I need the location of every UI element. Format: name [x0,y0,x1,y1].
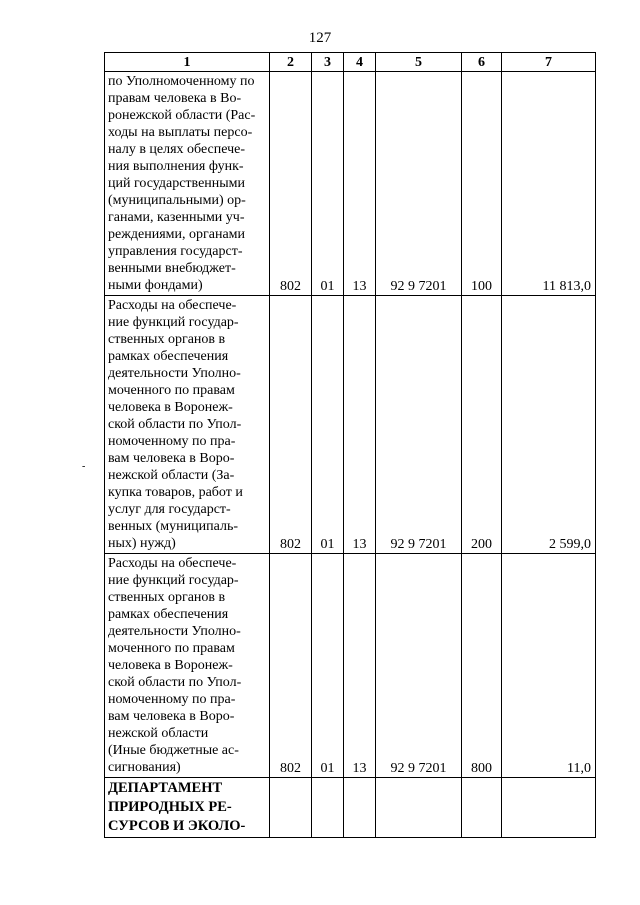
description-line: ния выполнения функ- [108,159,244,174]
column-header: 7 [502,53,596,72]
description-line: номоченному по пра- [108,434,236,449]
ministry-code-cell [270,778,312,838]
target-article-cell: 92 9 7201 [376,296,462,554]
description-line: нежской области [108,726,209,741]
amount-cell [502,778,596,838]
description-line: Расходы на обеспече- [108,556,237,571]
column-header: 2 [270,53,312,72]
subsection-code-cell: 13 [344,554,376,778]
row-description [105,778,270,838]
description-line: ской области по Упол- [108,417,242,432]
subsection-code-cell: 13 [344,72,376,296]
amount-cell: 11 813,0 [502,72,596,296]
target-article-cell [376,778,462,838]
description-line: вам человека в Воро- [108,709,235,724]
description-line: ными фондами) [108,278,203,293]
column-header: 5 [376,53,462,72]
description-line: ственных органов в [108,590,226,605]
description-line: по Уполномоченному по [108,74,255,89]
amount-cell: 2 599,0 [502,296,596,554]
description-line: человека в Воронеж- [108,400,233,415]
description-line: купка товаров, работ и [108,485,243,500]
description-line: услуг для государст- [108,502,231,517]
column-header: 4 [344,53,376,72]
ministry-code-cell: 802 [270,554,312,778]
stray-mark: - [82,461,86,472]
description-line: номоченному по пра- [108,692,236,707]
target-article-cell: 92 9 7201 [376,554,462,778]
budget-table [104,52,596,838]
amount-cell: 11,0 [502,554,596,778]
description-line: моченного по правам [108,383,235,398]
description-line: венных (муниципаль- [108,519,238,534]
description-line: реждениями, органами [108,227,246,242]
row-description [105,296,270,554]
description-line: ние функций государ- [108,573,239,588]
description-line: рамках обеспечения [108,349,229,364]
subsection-code-cell: 13 [344,296,376,554]
section-code-cell: 01 [312,72,344,296]
description-line: деятельности Уполно- [108,624,241,639]
description-line: ДЕПАРТАМЕНТ [108,780,223,796]
table-row [105,296,596,554]
description-line: налу в целях обеспече- [108,142,246,157]
description-line: сигнования) [108,760,181,775]
table-row [105,778,596,838]
row-description [105,72,270,296]
column-header: 3 [312,53,344,72]
section-code-cell [312,778,344,838]
description-line: управления государст- [108,244,243,259]
description-line: СУРСОВ И ЭКОЛО- [108,818,246,834]
description-line: правам человека в Во- [108,91,242,106]
description-line: ций государственными [108,176,246,191]
table-header-row [105,53,596,72]
description-line: ПРИРОДНЫХ РЕ- [108,799,232,815]
description-line: нежской области (За- [108,468,235,483]
description-line: моченного по правам [108,641,235,656]
description-line: (муниципальными) ор- [108,193,246,208]
ministry-code-cell: 802 [270,72,312,296]
description-line: ганами, казенными уч- [108,210,245,225]
target-article-cell: 92 9 7201 [376,72,462,296]
description-line: ных) нужд) [108,536,176,551]
table-row [105,72,596,296]
row-description [105,554,270,778]
expense-type-cell: 100 [462,72,502,296]
section-code-cell: 01 [312,296,344,554]
description-line: ронежской области (Рас- [108,108,256,123]
section-code-cell: 01 [312,554,344,778]
description-line: ходы на выплаты персо- [108,125,253,140]
description-line: человека в Воронеж- [108,658,233,673]
description-line: ской области по Упол- [108,675,242,690]
description-line: рамках обеспечения [108,607,229,622]
description-line: Расходы на обеспече- [108,298,237,313]
description-line: ние функций государ- [108,315,239,330]
subsection-code-cell [344,778,376,838]
table-row [105,554,596,778]
page-number: 127 [308,30,332,46]
ministry-code-cell: 802 [270,296,312,554]
expense-type-cell: 800 [462,554,502,778]
description-line: ственных органов в [108,332,226,347]
description-line: венными внебюджет- [108,261,236,276]
description-line: деятельности Уполно- [108,366,241,381]
expense-type-cell [462,778,502,838]
column-header: 6 [462,53,502,72]
description-line: вам человека в Воро- [108,451,235,466]
description-line: (Иные бюджетные ас- [108,743,239,758]
column-header: 1 [105,53,270,72]
expense-type-cell: 200 [462,296,502,554]
